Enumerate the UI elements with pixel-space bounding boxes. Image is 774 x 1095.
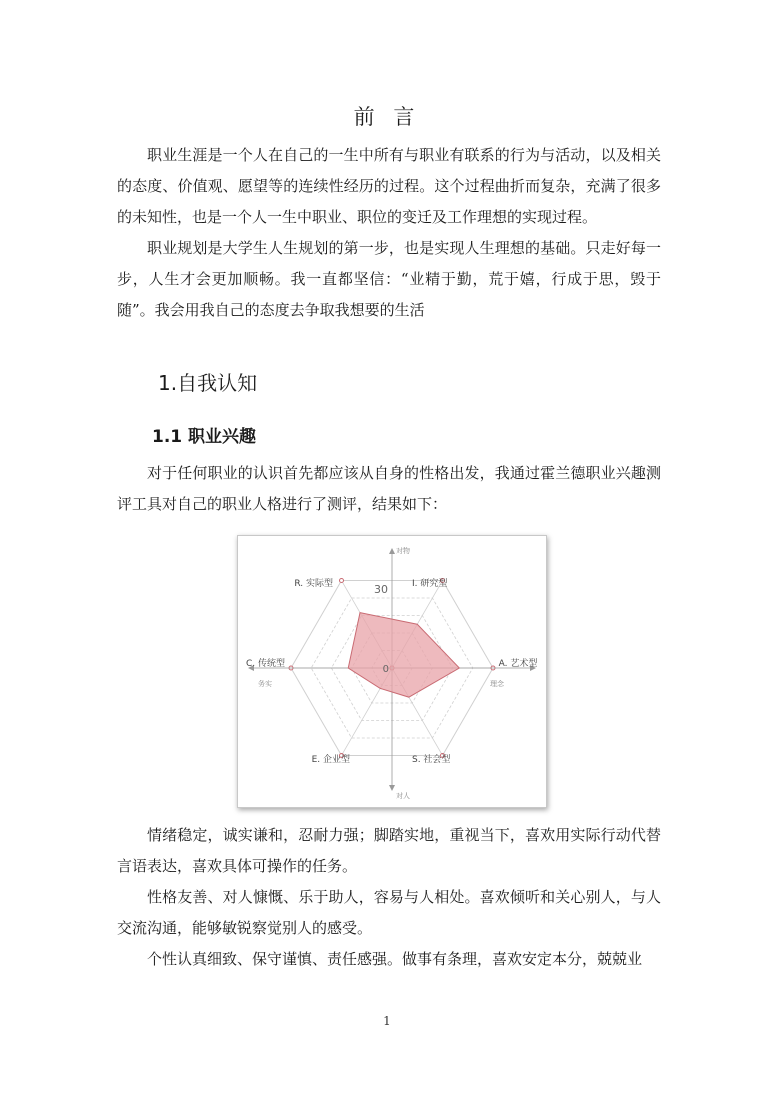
result-paragraph-3: 个性认真细致、保守谨慎、责任感强。做事有条理，喜欢安定本分，兢兢业 — [147, 950, 643, 968]
arrow-up-icon — [389, 548, 395, 554]
radar-scale-min-label: 0 — [382, 664, 389, 675]
page-number: 1 — [383, 1014, 391, 1028]
arrow-down-icon — [389, 785, 395, 791]
result-paragraph-2: 性格友善、对人慷慨、乐于助人，容易与人相处。喜欢倾听和关心别人，与人交流沟通，能够敏锐察觉别人的感受。 — [117, 888, 661, 937]
radar-axis-label-4: E. 企业型 — [311, 755, 350, 765]
holland-radar-chart — [237, 535, 547, 808]
radar-scale-max-label: 30 — [374, 583, 388, 596]
dimension-label-bottom: 对人 — [396, 792, 410, 800]
radar-axis-label-3: S. 社会型 — [412, 755, 451, 765]
radar-axis-label-1: I. 研究型 — [412, 579, 448, 589]
preface-paragraph-2: 职业规划是大学生人生规划的第一步，也是实现人生理想的基础。只走好每一步，人生才会更加顺畅。我一直都坚信：“业精于勤，荒于嬉，行成于思，毁于随”。我会用我自己的态度去争取我想要的生活 — [117, 239, 661, 319]
radar-axis-label-2: A. 艺术型 — [498, 659, 538, 669]
radar-chart-svg — [238, 536, 546, 807]
intro-paragraph: 对于任何职业的认识首先都应该从自身的性格出发，我通过霍兰德职业兴趣测评工具对自己的职业人格进行了测评，结果如下： — [117, 464, 661, 513]
radar-axis-label-5: C. 传统型 — [246, 659, 286, 669]
page-title: 前 言 — [353, 105, 421, 129]
preface-paragraph-1: 职业生涯是一个人在自己的一生中所有与职业有联系的行为与活动，以及相关的态度、价值观、愿望等的连续性经历的过程。这个过程曲折而复杂，充满了很多的未知性，也是一个人一生中职业、职位的变迁及工作理想的实现过程。 — [117, 146, 661, 226]
result-paragraph-1: 情绪稳定，诚实谦和，忍耐力强；脚踏实地，重视当下，喜欢用实际行动代替言语表达，喜欢具体可操作的任务。 — [117, 826, 661, 875]
radar-vertex-dot-0 — [340, 579, 344, 583]
dimension-label-right: 理念 — [490, 680, 504, 688]
radar-axis-label-0: R. 实际型 — [294, 579, 333, 589]
dimension-label-left: 务实 — [258, 680, 272, 688]
section-heading-self-cognition: 1.自我认知 — [158, 371, 258, 395]
subsection-heading-career-interest: 1.1 职业兴趣 — [152, 427, 257, 447]
dimension-label-top: 对物 — [396, 547, 410, 555]
